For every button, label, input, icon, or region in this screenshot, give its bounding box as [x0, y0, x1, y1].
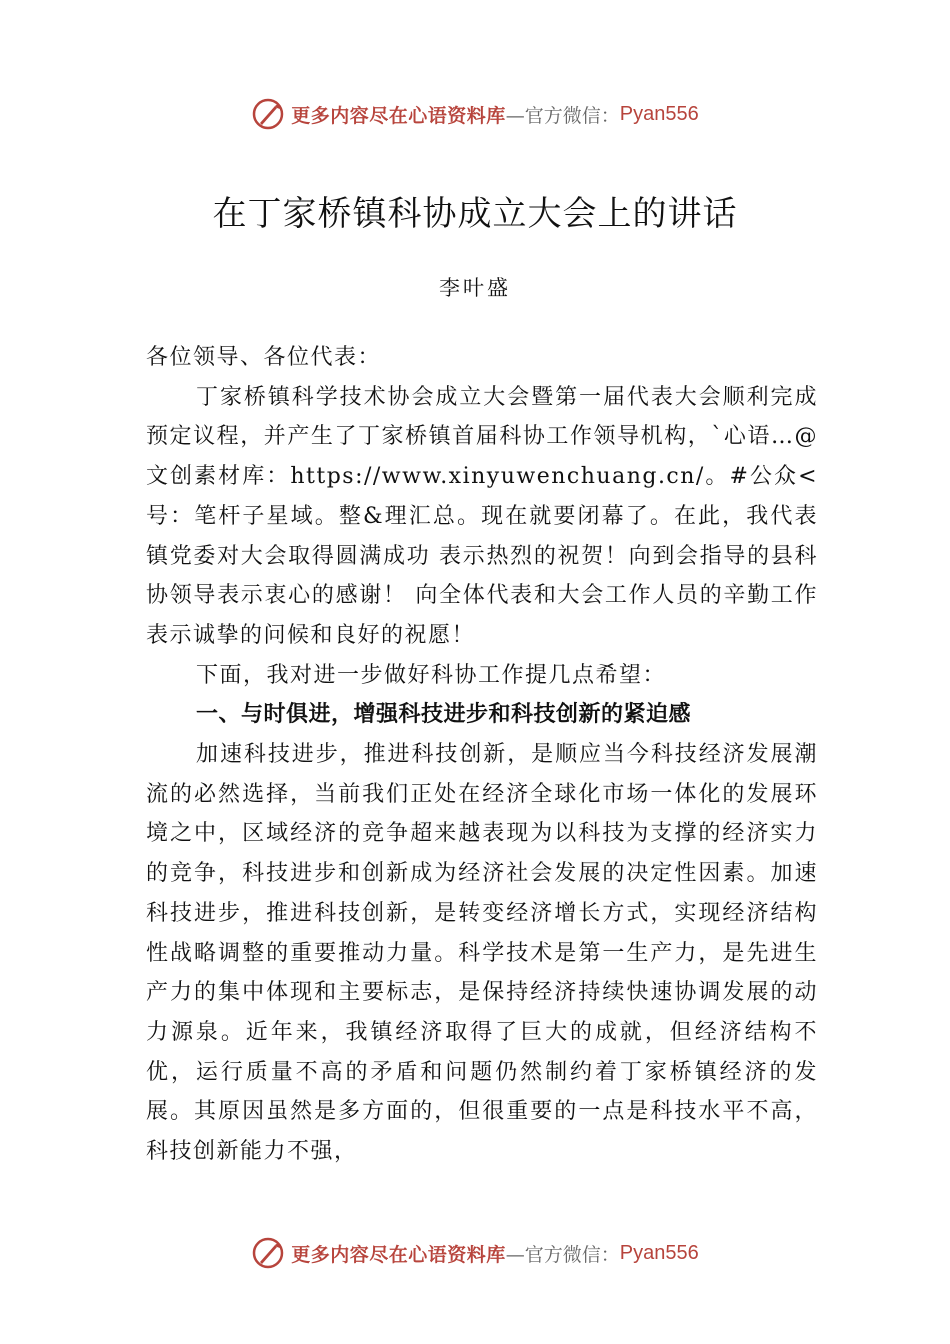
- banner-text: 更多内容尽在心语资料库: [291, 104, 506, 127]
- paragraph-2: 下面，我对进一步做好科协工作提几点希望：: [196, 662, 667, 688]
- quill-pen-logo-icon: [251, 1236, 285, 1270]
- author-name: 李叶盛: [439, 276, 511, 300]
- banner-wechat-label: —官方微信：: [505, 1243, 620, 1266]
- banner-text: 更多内容尽在心语资料库: [291, 1243, 506, 1266]
- bottom-banner: [0, 1233, 950, 1273]
- paragraph-1: 丁家桥镇科学技术协会成立大会暨第一届代表大会顺利完成预定议程，并产生了丁家桥镇首届科协工作领导机构，`心语…@文创素材库：https://www.xinyuwenchuang.cn/。#公众<号：笔杆子星域。整&理汇总。现在就要闭幕了。在此，我代表镇党委对大会取得圆满成功 表示热烈的祝贺！向到会指导的县科协领导表示衷心的感谢！ 向全体代表和大会工作人员的辛勤工作表示诚挚的问候和良好的祝愿！: [146, 384, 818, 648]
- banner-wechat-id: Pyan556: [619, 1241, 699, 1264]
- quill-pen-logo-icon: [251, 97, 285, 131]
- section-heading-1: 一、与时俱进，增强科技进步和科技创新的紧迫感: [196, 702, 692, 728]
- top-banner: [0, 94, 950, 134]
- salutation: 各位领导、各位代表：: [146, 345, 382, 370]
- banner-wechat-label: —官方微信：: [505, 104, 620, 127]
- banner-wechat-id: Pyan556: [619, 102, 699, 125]
- document-body: [146, 338, 818, 1172]
- paragraph-3: 加速科技进步，推进科技创新，是顺应当今科技经济发展潮流的必然选择，当前我们正处在经济全球化市场一体化的发展环境之中，区域经济的竞争超来越表现为以科技为支撑的经济实力的竞争，科技进步和创新成为经济社会发展的决定性因素。加速科技进步，推进科技创新，是转变经济增长方式，实现经济结构性战略调整的重要推动力量。科学技术是第一生产力，是先进生产力的集中体现和主要标志，是保持经济持续快速协调发展的动力源泉。近年来，我镇经济取得了巨大的成就，但经济结构不优，运行质量不高的矛盾和问题仍然制约着丁家桥镇经济的发展。其原因虽然是多方面的，但很重要的一点是科技水平不高，科技创新能力不强，: [146, 742, 818, 1165]
- document-title: 在丁家桥镇科协成立大会上的讲话: [212, 194, 738, 234]
